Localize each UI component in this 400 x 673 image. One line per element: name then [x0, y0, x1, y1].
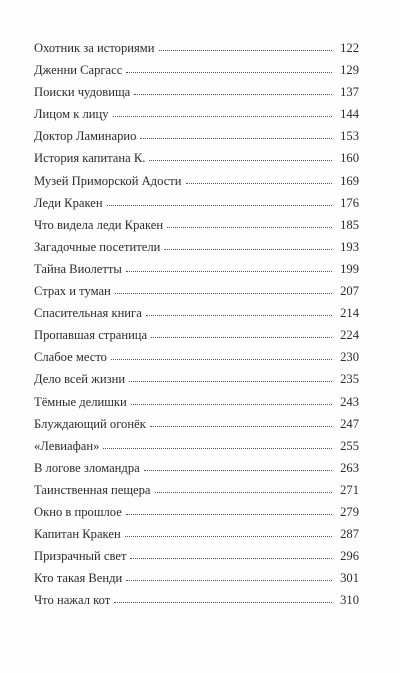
dot-leader — [103, 447, 332, 449]
dot-leader — [107, 204, 332, 206]
toc-entry-page: 214 — [340, 306, 359, 321]
toc-entry — [34, 59, 359, 81]
toc-entry-page: 247 — [340, 416, 359, 431]
dot-leader — [111, 358, 332, 360]
toc-entry-page: 287 — [340, 527, 359, 542]
toc-entry-page: 185 — [340, 217, 359, 232]
toc-entry-page: 243 — [340, 394, 359, 409]
toc-entry-page: 207 — [340, 284, 359, 299]
toc-entry — [34, 589, 359, 611]
toc-entry — [34, 192, 359, 214]
toc-entry-title: Доктор Ламинарио — [34, 129, 137, 144]
toc-entry-page: 160 — [340, 151, 359, 166]
toc-entry-page: 263 — [340, 460, 359, 475]
toc-entry-page: 224 — [340, 328, 359, 343]
dot-leader — [144, 469, 332, 471]
toc-entry-page: 169 — [340, 173, 359, 188]
toc-entry-title: В логове зломандра — [34, 460, 140, 475]
toc-entry — [34, 103, 359, 125]
toc-entry-title: Охотник за историями — [34, 41, 155, 55]
toc-entry-title: Загадочные посетители — [34, 239, 161, 254]
toc-entry-page: 176 — [340, 195, 359, 210]
dot-leader — [164, 248, 332, 250]
toc-entry — [34, 346, 359, 368]
toc-entry-title: Слабое место — [34, 350, 107, 365]
toc-entry-title: Призрачный свет — [34, 549, 127, 564]
toc-entry-page: 255 — [340, 438, 359, 453]
toc-entry — [34, 324, 359, 346]
toc-entry-title: Что видела леди Кракен — [34, 217, 164, 232]
toc-entry-title: Кто такая Венди — [34, 571, 123, 586]
toc-entry-page: 230 — [340, 350, 359, 365]
toc-entry-title: История капитана К. — [34, 151, 146, 166]
dot-leader — [186, 182, 332, 184]
toc-entry — [34, 479, 359, 501]
toc-entry-title: Лицом к лицу — [34, 107, 109, 122]
dot-leader — [113, 115, 332, 117]
table-of-contents — [34, 37, 359, 611]
dot-leader — [130, 557, 332, 559]
dot-leader — [126, 71, 332, 73]
toc-entry — [34, 280, 359, 302]
dot-leader — [126, 513, 332, 515]
toc-entry-title: «Левиафан» — [34, 438, 100, 453]
toc-entry — [34, 81, 359, 103]
dot-leader — [134, 93, 332, 95]
toc-entry-page: 144 — [340, 107, 359, 122]
toc-entry — [34, 457, 359, 479]
dot-leader — [114, 601, 332, 603]
toc-entry-title: Тёмные делишки — [34, 394, 127, 409]
toc-entry — [34, 170, 359, 192]
toc-entry-page: 153 — [340, 129, 359, 144]
dot-leader — [126, 270, 332, 272]
dot-leader — [129, 380, 332, 382]
dot-leader — [155, 491, 332, 493]
toc-entry — [34, 391, 359, 413]
toc-entry — [34, 147, 359, 169]
dot-leader — [151, 336, 332, 338]
dot-leader — [131, 403, 332, 405]
toc-entry — [34, 523, 359, 545]
toc-entry-title: Леди Кракен — [34, 195, 103, 210]
dot-leader — [140, 137, 332, 139]
toc-entry-page: 279 — [340, 504, 359, 519]
toc-entry-page: 296 — [340, 549, 359, 564]
dot-leader — [125, 535, 332, 537]
toc-entry — [34, 37, 359, 59]
toc-entry-title: Спасительная книга — [34, 306, 142, 321]
toc-entry — [34, 302, 359, 324]
toc-entry-title: Блуждающий огонёк — [34, 416, 146, 431]
toc-entry-page: 310 — [340, 593, 359, 608]
toc-entry-title: Музей Приморской Адости — [34, 173, 182, 188]
toc-entry-page: 301 — [340, 571, 359, 586]
toc-entry-page: 137 — [340, 85, 359, 100]
toc-entry — [34, 125, 359, 147]
dot-leader — [149, 159, 332, 161]
toc-entry-title: Таинственная пещера — [34, 482, 151, 497]
toc-entry — [34, 435, 359, 457]
toc-entry — [34, 236, 359, 258]
toc-entry-page: 129 — [340, 63, 359, 78]
toc-entry-title: Пропавшая страница — [34, 328, 148, 343]
toc-entry — [34, 368, 359, 390]
toc-entry-title: Дженни Саргасс — [34, 63, 123, 78]
toc-entry-title: Дело всей жизни — [34, 372, 126, 387]
toc-entry-page: 193 — [340, 239, 359, 254]
dot-leader — [150, 425, 332, 427]
toc-entry-page: 199 — [340, 261, 359, 276]
toc-entry-title: Тайна Виолетты — [34, 261, 122, 276]
dot-leader — [159, 49, 332, 51]
toc-entry-title: Страх и туман — [34, 284, 111, 299]
toc-entry — [34, 567, 359, 589]
toc-entry — [34, 413, 359, 435]
toc-entry-title: Капитан Кракен — [34, 527, 121, 542]
toc-entry — [34, 214, 359, 236]
toc-entry-page: 271 — [340, 482, 359, 497]
toc-entry — [34, 258, 359, 280]
dot-leader — [126, 579, 332, 581]
toc-entry-title: Окно в прошлое — [34, 504, 122, 519]
toc-entry-title: Что нажал кот — [34, 593, 111, 608]
toc-entry-page: 122 — [340, 41, 359, 55]
toc-entry-title: Поиски чудовища — [34, 85, 131, 100]
dot-leader — [115, 292, 332, 294]
dot-leader — [167, 226, 332, 228]
toc-entry-page: 235 — [340, 372, 359, 387]
toc-entry — [34, 545, 359, 567]
toc-entry — [34, 501, 359, 523]
dot-leader — [146, 314, 332, 316]
